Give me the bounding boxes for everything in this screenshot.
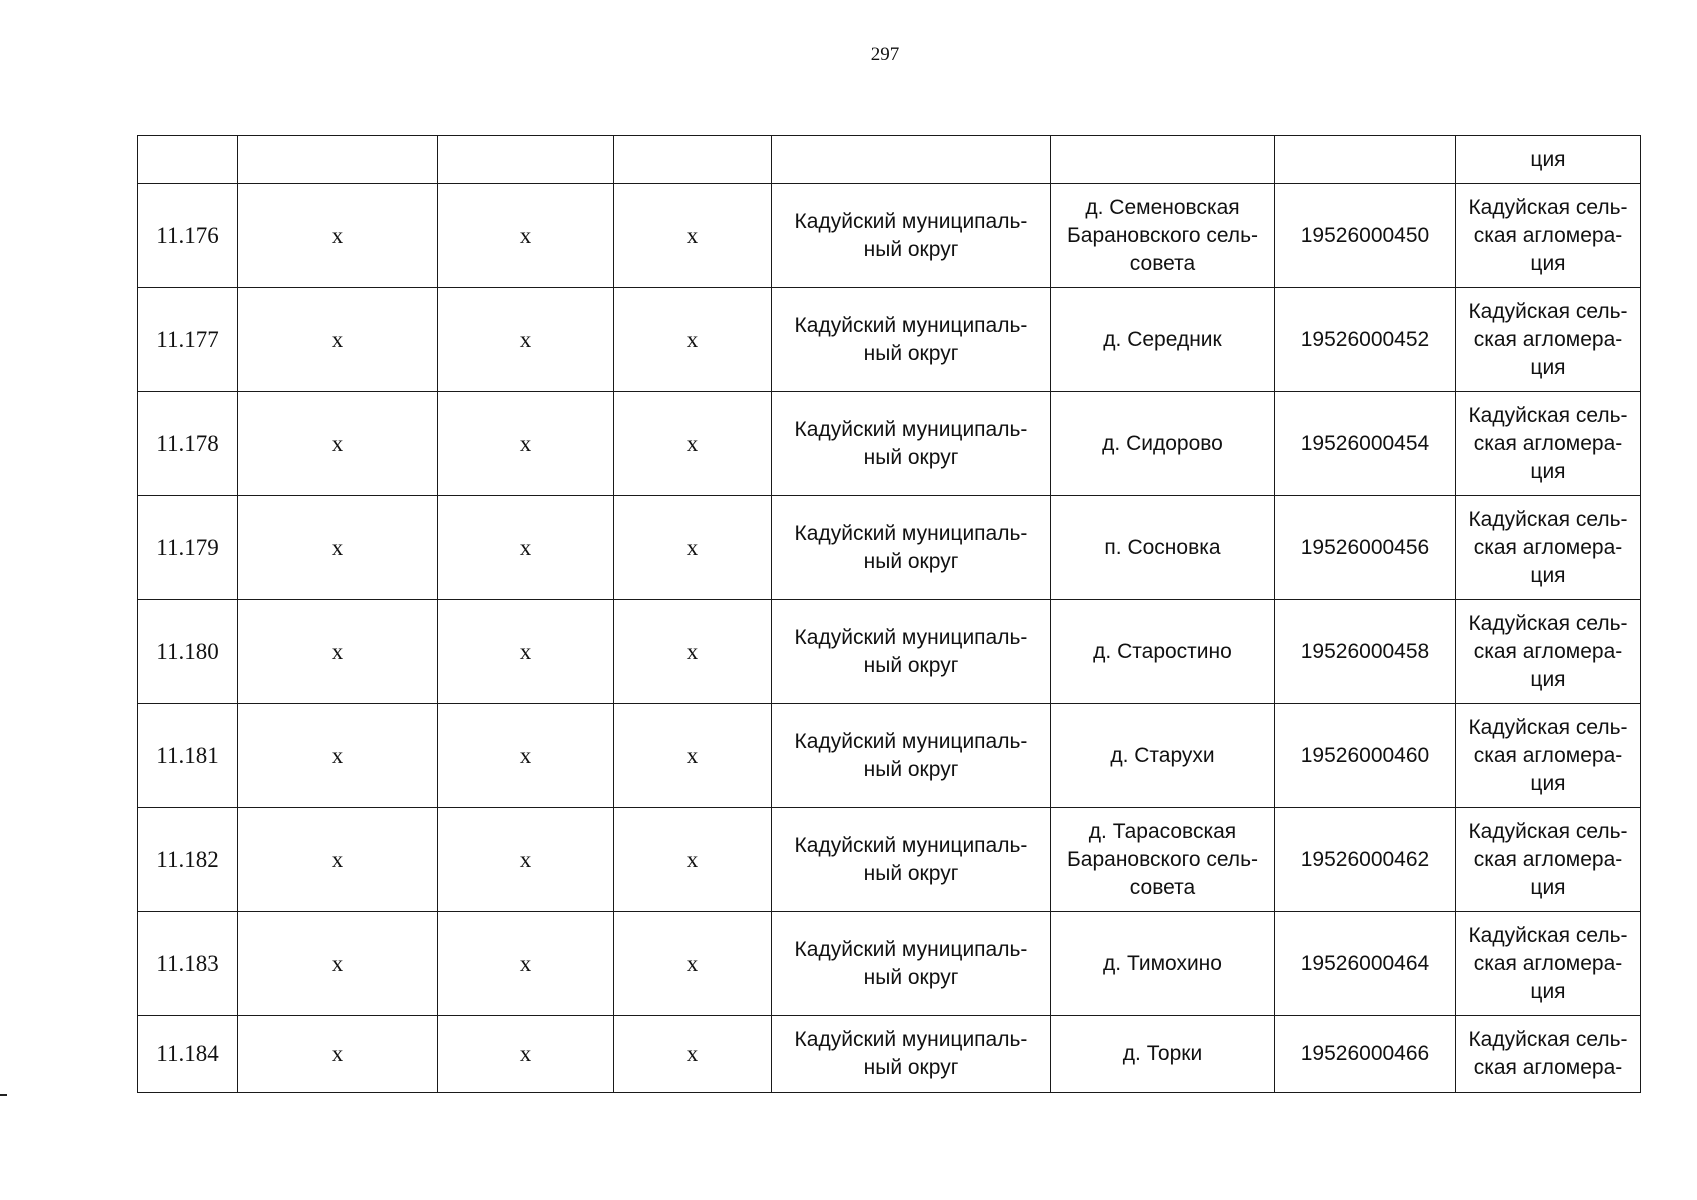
locality-cell: д. Торки: [1051, 1016, 1275, 1093]
row-number-cell: 11.181: [138, 704, 238, 808]
district-cell: Кадуйский муниципаль- ный округ: [772, 808, 1051, 912]
page-number: 297: [870, 44, 900, 65]
continuation-row: [138, 136, 1641, 184]
agglomeration-cell: Кадуйская сель- ская агломера- ция: [1456, 704, 1641, 808]
cell-x: x: [238, 496, 438, 600]
cell-x: x: [438, 808, 614, 912]
row-number-cell: 11.182: [138, 808, 238, 912]
district-cell: Кадуйский муниципаль- ный округ: [772, 600, 1051, 704]
table-row: [138, 704, 1641, 808]
agglomeration-cell: Кадуйская сель- ская агломера- ция: [1456, 184, 1641, 288]
table-row: [138, 184, 1641, 288]
district-cell: Кадуйский муниципаль- ный округ: [772, 184, 1051, 288]
table-row: [138, 912, 1641, 1016]
continuation-cell-agglomeration: ция: [1456, 136, 1641, 184]
table-row: [138, 496, 1641, 600]
row-number-cell: 11.183: [138, 912, 238, 1016]
table-row: [138, 600, 1641, 704]
agglomeration-cell: Кадуйская сель- ская агломера-: [1456, 1016, 1641, 1093]
cell-x: x: [438, 912, 614, 1016]
locality-cell: д. Середник: [1051, 288, 1275, 392]
district-cell: Кадуйский муниципаль- ный округ: [772, 704, 1051, 808]
cell-x: x: [438, 288, 614, 392]
locality-cell: д. Тимохино: [1051, 912, 1275, 1016]
agglomeration-cell: Кадуйская сель- ская агломера- ция: [1456, 600, 1641, 704]
cell-x: x: [238, 392, 438, 496]
cell-x: x: [614, 288, 772, 392]
code-cell: 19526000466: [1275, 1016, 1456, 1093]
cell-x: x: [614, 184, 772, 288]
agglomeration-cell: Кадуйская сель- ская агломера- ция: [1456, 912, 1641, 1016]
cell-x: x: [238, 288, 438, 392]
table-row: [138, 392, 1641, 496]
code-cell: 19526000458: [1275, 600, 1456, 704]
code-cell: 19526000452: [1275, 288, 1456, 392]
locality-cell: д. Семеновская Барановского сель- совета: [1051, 184, 1275, 288]
table-row: [138, 1016, 1641, 1093]
code-cell: 19526000450: [1275, 184, 1456, 288]
continuation-cell: [1051, 136, 1275, 184]
district-cell: Кадуйский муниципаль- ный округ: [772, 288, 1051, 392]
cell-x: x: [614, 392, 772, 496]
table-row: [138, 808, 1641, 912]
cell-x: x: [238, 1016, 438, 1093]
cell-x: x: [614, 496, 772, 600]
cell-x: x: [614, 912, 772, 1016]
agglomeration-cell: Кадуйская сель- ская агломера- ция: [1456, 288, 1641, 392]
row-number-cell: 11.179: [138, 496, 238, 600]
row-number-cell: 11.176: [138, 184, 238, 288]
cell-x: x: [438, 600, 614, 704]
continuation-cell: [772, 136, 1051, 184]
cell-x: x: [614, 808, 772, 912]
cell-x: x: [438, 184, 614, 288]
agglomeration-cell: Кадуйская сель- ская агломера- ция: [1456, 392, 1641, 496]
table-row: [138, 288, 1641, 392]
code-cell: 19526000460: [1275, 704, 1456, 808]
continuation-cell: [1275, 136, 1456, 184]
row-number-cell: 11.180: [138, 600, 238, 704]
continuation-cell: [614, 136, 772, 184]
cell-x: x: [238, 704, 438, 808]
cell-x: x: [438, 704, 614, 808]
district-cell: Кадуйский муниципаль- ный округ: [772, 912, 1051, 1016]
row-number-cell: 11.184: [138, 1016, 238, 1093]
district-cell: Кадуйский муниципаль- ный округ: [772, 392, 1051, 496]
agglomeration-cell: Кадуйская сель- ская агломера- ция: [1456, 808, 1641, 912]
locality-cell: д. Старостино: [1051, 600, 1275, 704]
register-table: [137, 135, 1641, 1093]
cell-x: x: [438, 392, 614, 496]
district-cell: Кадуйский муниципаль- ный округ: [772, 1016, 1051, 1093]
locality-cell: д. Старухи: [1051, 704, 1275, 808]
code-cell: 19526000456: [1275, 496, 1456, 600]
locality-cell: д. Сидорово: [1051, 392, 1275, 496]
cell-x: x: [238, 184, 438, 288]
continuation-cell: [438, 136, 614, 184]
row-number-cell: 11.177: [138, 288, 238, 392]
continuation-cell: [238, 136, 438, 184]
cell-x: x: [238, 600, 438, 704]
locality-cell: п. Сосновка: [1051, 496, 1275, 600]
cell-x: x: [438, 1016, 614, 1093]
agglomeration-cell: Кадуйская сель- ская агломера- ция: [1456, 496, 1641, 600]
row-number-cell: 11.178: [138, 392, 238, 496]
cell-x: x: [614, 1016, 772, 1093]
code-cell: 19526000454: [1275, 392, 1456, 496]
continuation-cell: [138, 136, 238, 184]
cell-x: x: [614, 704, 772, 808]
table-body: [138, 136, 1641, 1093]
cell-x: x: [238, 912, 438, 1016]
code-cell: 19526000462: [1275, 808, 1456, 912]
district-cell: Кадуйский муниципаль- ный округ: [772, 496, 1051, 600]
cell-x: x: [238, 808, 438, 912]
locality-cell: д. Тарасовская Барановского сель- совета: [1051, 808, 1275, 912]
cell-x: x: [438, 496, 614, 600]
margin-mark: [0, 1094, 7, 1096]
cell-x: x: [614, 600, 772, 704]
code-cell: 19526000464: [1275, 912, 1456, 1016]
